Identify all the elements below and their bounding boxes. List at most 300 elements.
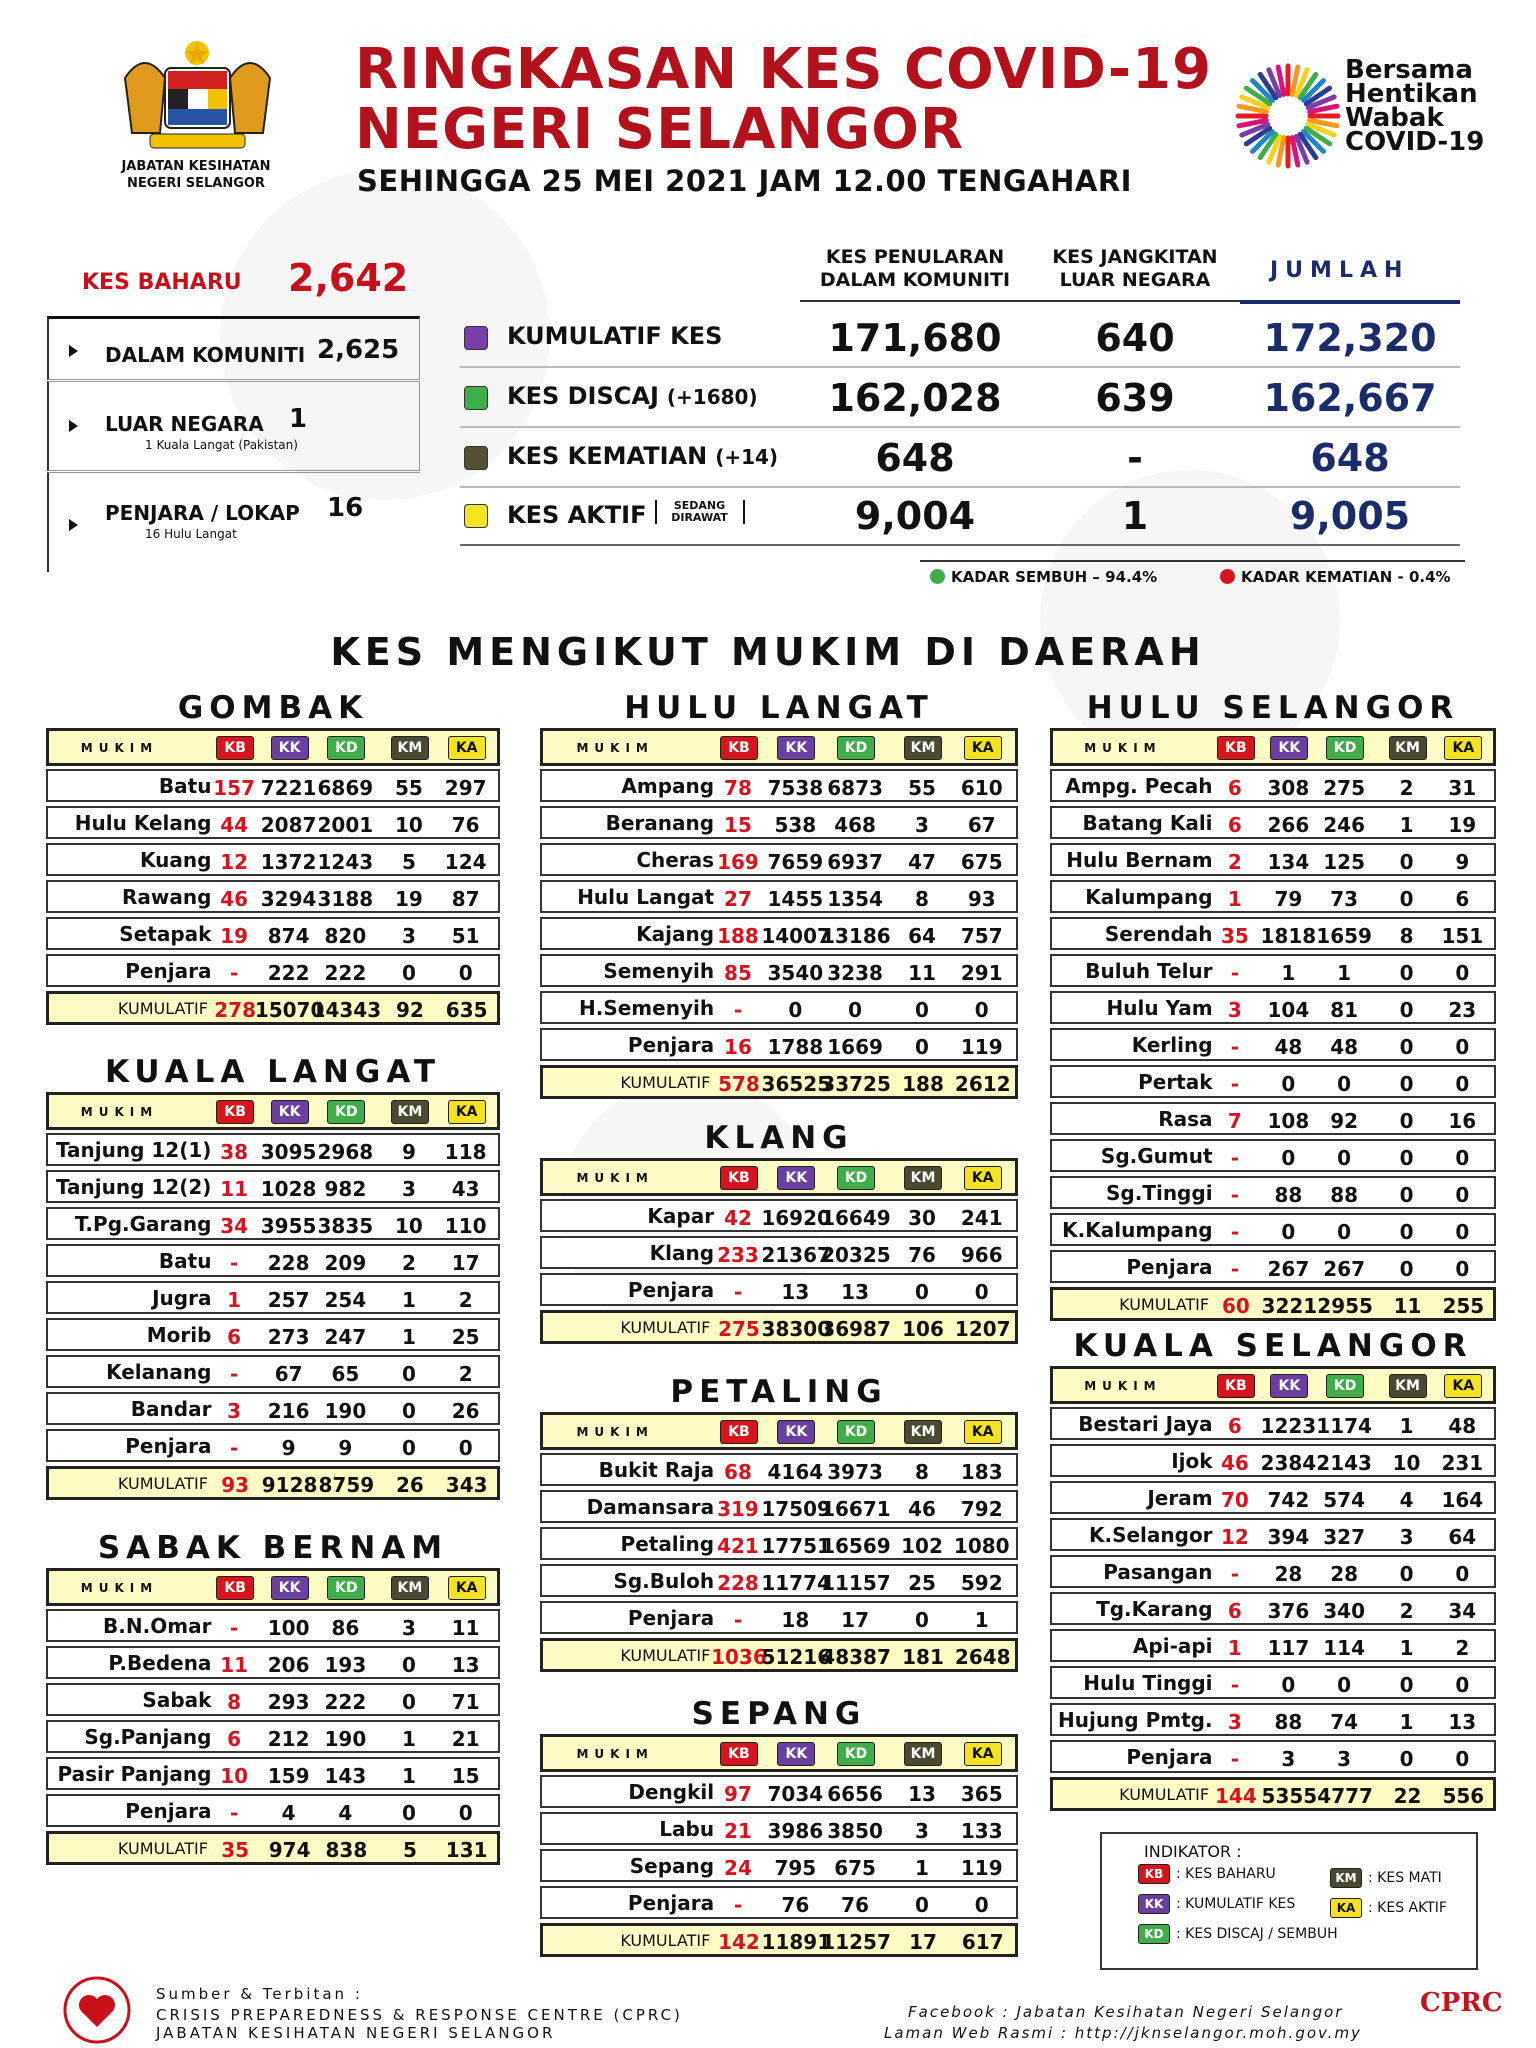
cell-kb: 97 bbox=[724, 1782, 752, 1806]
cell-ka: 610 bbox=[960, 776, 1003, 800]
header-kk-badge: KK bbox=[777, 1742, 815, 1766]
cell-kd: 1243 bbox=[317, 850, 374, 874]
kes-baharu-label: KES BAHARU bbox=[82, 270, 242, 295]
table-row bbox=[1050, 843, 1496, 876]
penjara-box bbox=[47, 472, 420, 572]
cell-kb: 6 bbox=[227, 1325, 242, 1349]
table-row bbox=[46, 1720, 500, 1753]
cell-kb: 34 bbox=[220, 1214, 249, 1238]
header-mukim: MUKIM bbox=[576, 1425, 654, 1439]
cell-km: 8 bbox=[1399, 924, 1414, 948]
total-km: 17 bbox=[909, 1930, 937, 1954]
cell-kd: 982 bbox=[324, 1177, 367, 1201]
table-header bbox=[540, 728, 1018, 766]
cell-km: 0 bbox=[401, 1436, 416, 1460]
cell-kd: 88 bbox=[1330, 1183, 1359, 1207]
table-row bbox=[46, 843, 500, 876]
cell-kb: - bbox=[1230, 1673, 1240, 1697]
table-header bbox=[46, 1568, 500, 1606]
cell-kb: - bbox=[733, 998, 743, 1022]
table-row bbox=[1050, 1666, 1496, 1699]
cell-kk: 28 bbox=[1274, 1562, 1303, 1586]
cell-kb: 78 bbox=[724, 776, 752, 800]
cell-ka: 133 bbox=[960, 1819, 1003, 1843]
table-row bbox=[46, 1133, 500, 1166]
header-kb-badge: KB bbox=[720, 1742, 758, 1766]
col-luar-header bbox=[1030, 246, 1240, 292]
district-table-sabak-bernam bbox=[46, 1528, 500, 1869]
cell-ka: 151 bbox=[1441, 924, 1484, 948]
cell-kd: 65 bbox=[331, 1362, 360, 1386]
cell-kd: 675 bbox=[834, 1856, 876, 1880]
mukim-name: Tanjung 12(1) bbox=[55, 1138, 212, 1162]
cell-km: 11 bbox=[908, 961, 936, 985]
summary-value-b: 639 bbox=[1095, 376, 1175, 420]
header-kb-badge: KB bbox=[720, 736, 758, 760]
cell-ka: 19 bbox=[1448, 813, 1477, 837]
cell-kb: - bbox=[1230, 1035, 1240, 1059]
cell-km: 0 bbox=[915, 998, 929, 1022]
cell-ka: 1080 bbox=[953, 1534, 1010, 1558]
header-kd-badge: KD bbox=[837, 736, 875, 760]
district-table-klang bbox=[540, 1118, 1018, 1348]
cell-kk: 3095 bbox=[260, 1140, 317, 1164]
header-kb-badge: KB bbox=[720, 1166, 758, 1190]
cell-ka: 119 bbox=[960, 1856, 1003, 1880]
footer-jkns: JABATAN KESIHATAN NEGERI SELANGOR bbox=[156, 2024, 556, 2042]
district-table-sepang bbox=[540, 1694, 1018, 1961]
color-square-icon bbox=[464, 446, 488, 470]
table-row bbox=[540, 1601, 1018, 1634]
cell-ka: 9 bbox=[1455, 850, 1470, 874]
row-label-text: KUMULATIF KES bbox=[507, 322, 723, 350]
table-row bbox=[1050, 1518, 1496, 1551]
color-square-icon bbox=[464, 386, 488, 410]
cell-kd: 9 bbox=[338, 1436, 353, 1460]
mukim-name: Sg.Buloh bbox=[613, 1569, 715, 1593]
mukim-name: Penjara bbox=[627, 1606, 715, 1630]
table-row bbox=[1050, 1176, 1496, 1209]
cell-kk: 1788 bbox=[767, 1035, 824, 1059]
header-mukim: MUKIM bbox=[576, 1171, 654, 1185]
cell-kk: 1818 bbox=[1260, 924, 1317, 948]
cell-kd: 6873 bbox=[827, 776, 883, 800]
cell-kb: - bbox=[229, 1616, 239, 1640]
cell-km: 0 bbox=[401, 1399, 416, 1423]
header-km-badge: KM bbox=[391, 1100, 429, 1124]
mukim-name: Pasir Panjang bbox=[57, 1762, 212, 1786]
summary-row-label bbox=[507, 322, 722, 350]
footer-source-label: Sumber & Terbitan : bbox=[156, 1985, 363, 2003]
section-title: KES MENGIKUT MUKIM DI DAERAH bbox=[330, 630, 1206, 674]
cell-kb: - bbox=[1230, 1562, 1240, 1586]
header-ka-badge: KA bbox=[1444, 1374, 1482, 1398]
cell-km: 0 bbox=[1399, 1673, 1414, 1697]
cell-km: 3 bbox=[401, 1616, 416, 1640]
cell-km: 1 bbox=[1399, 1636, 1414, 1660]
mukim-name: Pasangan bbox=[1103, 1560, 1213, 1584]
cell-ka: 365 bbox=[960, 1782, 1003, 1806]
row-label-text: KES AKTIF bbox=[507, 501, 647, 529]
cell-kk: 108 bbox=[1267, 1109, 1310, 1133]
header-kb-badge: KB bbox=[720, 1420, 758, 1444]
mukim-name: Bandar bbox=[130, 1397, 212, 1421]
coat-of-arms-logo bbox=[110, 38, 285, 158]
mukim-name: Hujung Pmtg. bbox=[1057, 1708, 1213, 1732]
mukim-name: Buluh Telur bbox=[1085, 959, 1213, 983]
table-row bbox=[540, 1812, 1018, 1845]
summary-value-a: 9,004 bbox=[854, 494, 976, 538]
total-kk: 9128 bbox=[261, 1473, 318, 1497]
cell-ka: 13 bbox=[451, 1653, 480, 1677]
mukim-name: Bukit Raja bbox=[598, 1458, 715, 1482]
footer-website: Laman Web Rasmi : http://jknselangor.moh.gov.my bbox=[884, 2024, 1362, 2042]
cell-km: 3 bbox=[915, 1819, 929, 1843]
komuniti-value: 2,625 bbox=[317, 335, 400, 365]
table-header bbox=[46, 1092, 500, 1130]
cell-ka: 71 bbox=[451, 1690, 480, 1714]
cell-ka: 0 bbox=[974, 998, 989, 1022]
cell-ka: 119 bbox=[960, 1035, 1003, 1059]
cell-kd: 340 bbox=[1323, 1599, 1365, 1623]
cell-kk: 212 bbox=[267, 1727, 310, 1751]
header-ka-badge: KA bbox=[964, 1420, 1002, 1444]
district-name: SEPANG bbox=[691, 1696, 867, 1732]
cell-kk: 67 bbox=[274, 1362, 303, 1386]
cell-km: 0 bbox=[401, 1801, 416, 1825]
table-row bbox=[540, 1453, 1018, 1486]
legend-kk-badge: KK bbox=[1138, 1894, 1170, 1914]
kumulatif-label: KUMULATIF bbox=[117, 1839, 208, 1858]
summary-row-label bbox=[507, 382, 758, 410]
color-square-icon bbox=[464, 326, 488, 350]
arrow-icon bbox=[69, 345, 78, 357]
table-row bbox=[1050, 1102, 1496, 1135]
penjara-detail: 16 Hulu Langat bbox=[145, 527, 237, 541]
header-ka-badge: KA bbox=[448, 736, 486, 760]
mukim-name: Kalumpang bbox=[1085, 885, 1213, 909]
cell-kk: 100 bbox=[267, 1616, 310, 1640]
cell-km: 55 bbox=[908, 776, 936, 800]
cell-kd: 190 bbox=[324, 1399, 367, 1423]
cell-km: 0 bbox=[1399, 1035, 1414, 1059]
mukim-name: Tg.Karang bbox=[1096, 1597, 1213, 1621]
mukim-name: Batu bbox=[158, 774, 212, 798]
cell-kd: 0 bbox=[1337, 1220, 1352, 1244]
cell-kb: - bbox=[1230, 1183, 1240, 1207]
cell-ka: 0 bbox=[1455, 1183, 1470, 1207]
cell-km: 0 bbox=[401, 1690, 416, 1714]
table-row bbox=[1050, 1592, 1496, 1625]
cell-kd: 3188 bbox=[317, 887, 374, 911]
recovery-rate bbox=[930, 568, 1157, 586]
cell-km: 8 bbox=[915, 887, 929, 911]
cell-kb: 85 bbox=[724, 961, 752, 985]
header-kd-badge: KD bbox=[1326, 736, 1364, 760]
cell-ka: 0 bbox=[1455, 1146, 1470, 1170]
cell-kk: 376 bbox=[1267, 1599, 1310, 1623]
cell-kd: 0 bbox=[1337, 1146, 1352, 1170]
kumulatif-label: KUMULATIF bbox=[620, 1646, 711, 1665]
table-row bbox=[1050, 1139, 1496, 1172]
total-kk: 15070 bbox=[254, 998, 325, 1022]
cell-kk: 874 bbox=[267, 924, 310, 948]
cell-ka: 0 bbox=[1455, 1562, 1470, 1586]
district-name: KUALA SELANGOR bbox=[1073, 1328, 1473, 1364]
cell-kk: 3955 bbox=[260, 1214, 317, 1238]
cell-ka: 0 bbox=[1455, 1673, 1470, 1697]
header-km-badge: KM bbox=[904, 1420, 942, 1444]
total-kb: 93 bbox=[221, 1473, 250, 1497]
cell-ka: 31 bbox=[1448, 776, 1477, 800]
cell-km: 1 bbox=[1399, 813, 1414, 837]
cell-kb: 6 bbox=[1227, 1599, 1242, 1623]
kumulatif-label: KUMULATIF bbox=[117, 1474, 208, 1493]
cell-kb: - bbox=[229, 1251, 239, 1275]
mukim-name: Hulu Bernam bbox=[1066, 848, 1213, 872]
district-name: KLANG bbox=[704, 1120, 854, 1156]
cell-ka: 0 bbox=[1455, 1747, 1470, 1771]
cell-kd: 1 bbox=[1337, 961, 1352, 985]
cell-kk: 0 bbox=[788, 998, 803, 1022]
total-ka: 131 bbox=[445, 1838, 488, 1862]
table-row bbox=[540, 917, 1018, 950]
total-kb: 142 bbox=[718, 1930, 760, 1954]
header-km-badge: KM bbox=[1389, 736, 1427, 760]
cell-kd: 0 bbox=[1337, 1072, 1352, 1096]
total-kk: 974 bbox=[268, 1838, 311, 1862]
table-row bbox=[46, 1609, 500, 1642]
kumulatif-label: KUMULATIF bbox=[117, 999, 208, 1018]
cell-kk: 7221 bbox=[260, 776, 317, 800]
total-kd: 11257 bbox=[821, 1930, 891, 1954]
cell-kb: - bbox=[1230, 1747, 1240, 1771]
cell-km: 4 bbox=[1399, 1488, 1414, 1512]
cell-km: 1 bbox=[401, 1288, 416, 1312]
mukim-name: Kajang bbox=[636, 922, 715, 946]
header-kd-badge: KD bbox=[327, 1100, 365, 1124]
kumulatif-row bbox=[540, 1638, 1018, 1672]
cell-km: 0 bbox=[1399, 1109, 1414, 1133]
cell-ka: 0 bbox=[1455, 1072, 1470, 1096]
header-kk-badge: KK bbox=[271, 1100, 309, 1124]
total-km: 22 bbox=[1393, 1784, 1422, 1808]
luar-negara-detail: 1 Kuala Langat (Pakistan) bbox=[145, 438, 298, 452]
cell-kd: 222 bbox=[324, 1690, 367, 1714]
cell-kk: 104 bbox=[1267, 998, 1310, 1022]
table-row bbox=[1050, 991, 1496, 1024]
cell-kb: 15 bbox=[724, 813, 752, 837]
mukim-name: Cheras bbox=[636, 848, 715, 872]
cell-kd: 190 bbox=[324, 1727, 367, 1751]
kumulatif-label: KUMULATIF bbox=[620, 1318, 711, 1337]
cell-kb: 44 bbox=[220, 813, 249, 837]
cell-kk: 7538 bbox=[767, 776, 824, 800]
divider bbox=[1240, 300, 1460, 304]
cell-kk: 0 bbox=[1281, 1220, 1296, 1244]
cell-kk: 0 bbox=[1281, 1673, 1296, 1697]
cell-kk: 7659 bbox=[767, 850, 824, 874]
cell-kk: 16920 bbox=[761, 1206, 831, 1230]
cell-kb: - bbox=[1230, 1146, 1240, 1170]
cell-kk: 79 bbox=[1274, 887, 1303, 911]
table-row bbox=[46, 769, 500, 802]
luar-negara-label: LUAR NEGARA bbox=[105, 412, 264, 436]
summary-row-label bbox=[507, 442, 778, 470]
table-row bbox=[46, 880, 500, 913]
mukim-name: Sabak bbox=[142, 1688, 212, 1712]
cell-kb: 46 bbox=[1220, 1451, 1249, 1475]
total-ka: 343 bbox=[445, 1473, 488, 1497]
table-row bbox=[1050, 1213, 1496, 1246]
cell-kb: 6 bbox=[1227, 776, 1242, 800]
cell-ka: 51 bbox=[451, 924, 480, 948]
cell-ka: 6 bbox=[1455, 887, 1470, 911]
cell-ka: 124 bbox=[444, 850, 487, 874]
mukim-name: Kelanang bbox=[106, 1360, 212, 1384]
cell-ka: 26 bbox=[451, 1399, 480, 1423]
header-line: KES PENULARAN bbox=[825, 246, 1005, 268]
cell-kd: 13186 bbox=[821, 924, 891, 948]
mukim-name: Sg.Gumut bbox=[1100, 1144, 1213, 1168]
summary-row bbox=[460, 430, 1460, 488]
cell-kd: 11157 bbox=[821, 1571, 891, 1595]
cell-kd: 254 bbox=[324, 1288, 367, 1312]
cell-ka: 2 bbox=[1455, 1636, 1470, 1660]
table-row bbox=[1050, 1629, 1496, 1662]
header-ka-badge: KA bbox=[964, 1166, 1002, 1190]
cell-km: 0 bbox=[915, 1893, 929, 1917]
header-km-badge: KM bbox=[391, 736, 429, 760]
cell-kk: 3 bbox=[1281, 1747, 1296, 1771]
cell-kb: - bbox=[1230, 961, 1240, 985]
table-row bbox=[46, 1757, 500, 1790]
arrow-icon bbox=[69, 420, 78, 432]
cell-kb: 24 bbox=[724, 1856, 752, 1880]
row-label-extra: (+1680) bbox=[666, 385, 758, 409]
table-row bbox=[540, 1564, 1018, 1597]
cell-kk: 76 bbox=[781, 1893, 810, 1917]
kumulatif-row bbox=[46, 1831, 500, 1865]
cell-kk: 48 bbox=[1274, 1035, 1303, 1059]
komuniti-box bbox=[47, 316, 420, 380]
cell-kb: - bbox=[1230, 1072, 1240, 1096]
total-kd: 2955 bbox=[1317, 1294, 1373, 1318]
mukim-name: Rawang bbox=[122, 885, 212, 909]
total-kk: 5355 bbox=[1261, 1784, 1318, 1808]
cell-kk: 538 bbox=[774, 813, 817, 837]
cell-kk: 394 bbox=[1267, 1525, 1310, 1549]
mukim-name: Hulu Kelang bbox=[74, 811, 212, 835]
mukim-name: Hulu Tinggi bbox=[1083, 1671, 1213, 1695]
cell-ka: 241 bbox=[960, 1206, 1003, 1230]
header-km-badge: KM bbox=[904, 736, 942, 760]
komuniti-label: DALAM KOMUNITI bbox=[105, 343, 306, 367]
total-km: 106 bbox=[902, 1317, 944, 1341]
cell-km: 3 bbox=[401, 1177, 416, 1201]
header-kd-badge: KD bbox=[327, 1576, 365, 1600]
mukim-name: T.Pg.Garang bbox=[74, 1212, 212, 1236]
cell-ka: 183 bbox=[960, 1460, 1003, 1484]
cell-kk: 308 bbox=[1267, 776, 1310, 800]
cell-ka: 0 bbox=[1455, 1257, 1470, 1281]
total-kd: 14343 bbox=[311, 998, 382, 1022]
mukim-name: Beranang bbox=[605, 811, 715, 835]
cell-kb: - bbox=[733, 1893, 743, 1917]
cell-kk: 9 bbox=[281, 1436, 296, 1460]
col-jumlah-header: JUMLAH bbox=[1270, 258, 1410, 283]
summary-row bbox=[460, 488, 1460, 546]
cell-ka: 291 bbox=[960, 961, 1003, 985]
cell-ka: 297 bbox=[444, 776, 487, 800]
cell-kd: 114 bbox=[1323, 1636, 1365, 1660]
header-ka-badge: KA bbox=[964, 736, 1002, 760]
cell-kd: 16569 bbox=[821, 1534, 891, 1558]
cell-kd: 3238 bbox=[827, 961, 883, 985]
table-row bbox=[540, 1849, 1018, 1882]
legend-km-text: : KES MATI bbox=[1368, 1870, 1442, 1886]
table-row bbox=[46, 1429, 500, 1462]
mukim-name: Kerling bbox=[1131, 1033, 1213, 1057]
cell-ka: 64 bbox=[1448, 1525, 1477, 1549]
cell-ka: 0 bbox=[458, 1436, 473, 1460]
summary-value-a: 162,028 bbox=[828, 376, 1002, 420]
mukim-name: Serendah bbox=[1104, 922, 1213, 946]
cell-km: 0 bbox=[1399, 1220, 1414, 1244]
header-kk-badge: KK bbox=[777, 1166, 815, 1190]
total-kb: 35 bbox=[221, 1838, 250, 1862]
cell-ka: 48 bbox=[1448, 1414, 1477, 1438]
cell-ka: 93 bbox=[967, 887, 996, 911]
legend-title: INDIKATOR : bbox=[1144, 1842, 1242, 1861]
row-label-extra: (+14) bbox=[715, 445, 779, 469]
mukim-name: Kuang bbox=[140, 848, 212, 872]
total-kb: 144 bbox=[1214, 1784, 1257, 1808]
cell-ka: 0 bbox=[1455, 961, 1470, 985]
header-kd-badge: KD bbox=[1326, 1374, 1364, 1398]
cell-kd: 2001 bbox=[317, 813, 374, 837]
cell-kd: 820 bbox=[324, 924, 367, 948]
legend-kd-text: : KES DISCAJ / SEMBUH bbox=[1176, 1926, 1338, 1942]
summary-value-b: - bbox=[1127, 436, 1143, 480]
table-row bbox=[1050, 1028, 1496, 1061]
district-table-gombak bbox=[46, 688, 500, 1029]
total-kk: 11891 bbox=[761, 1930, 832, 1954]
kumulatif-row bbox=[46, 991, 500, 1025]
cell-kb: 3 bbox=[1227, 1710, 1242, 1734]
mukim-name: B.N.Omar bbox=[103, 1614, 212, 1638]
cell-kb: 21 bbox=[724, 1819, 752, 1843]
cell-kb: 12 bbox=[220, 850, 249, 874]
table-row bbox=[540, 991, 1018, 1024]
cell-km: 1 bbox=[1399, 1414, 1414, 1438]
cell-km: 0 bbox=[915, 1608, 929, 1632]
header-mukim: MUKIM bbox=[576, 741, 654, 755]
mukim-name: Sg.Tinggi bbox=[1106, 1181, 1213, 1205]
divider bbox=[920, 560, 1465, 562]
cell-kb: - bbox=[229, 961, 239, 985]
table-header bbox=[1050, 728, 1496, 766]
table-row bbox=[46, 1646, 500, 1679]
cell-km: 102 bbox=[901, 1534, 943, 1558]
table-row bbox=[1050, 806, 1496, 839]
cell-kk: 3294 bbox=[260, 887, 317, 911]
luar-negara-value: 1 bbox=[289, 404, 308, 434]
kumulatif-row bbox=[540, 1310, 1018, 1344]
cell-km: 0 bbox=[1399, 1257, 1414, 1281]
summary-value-a: 648 bbox=[875, 436, 955, 480]
cell-kb: 6 bbox=[1227, 813, 1242, 837]
